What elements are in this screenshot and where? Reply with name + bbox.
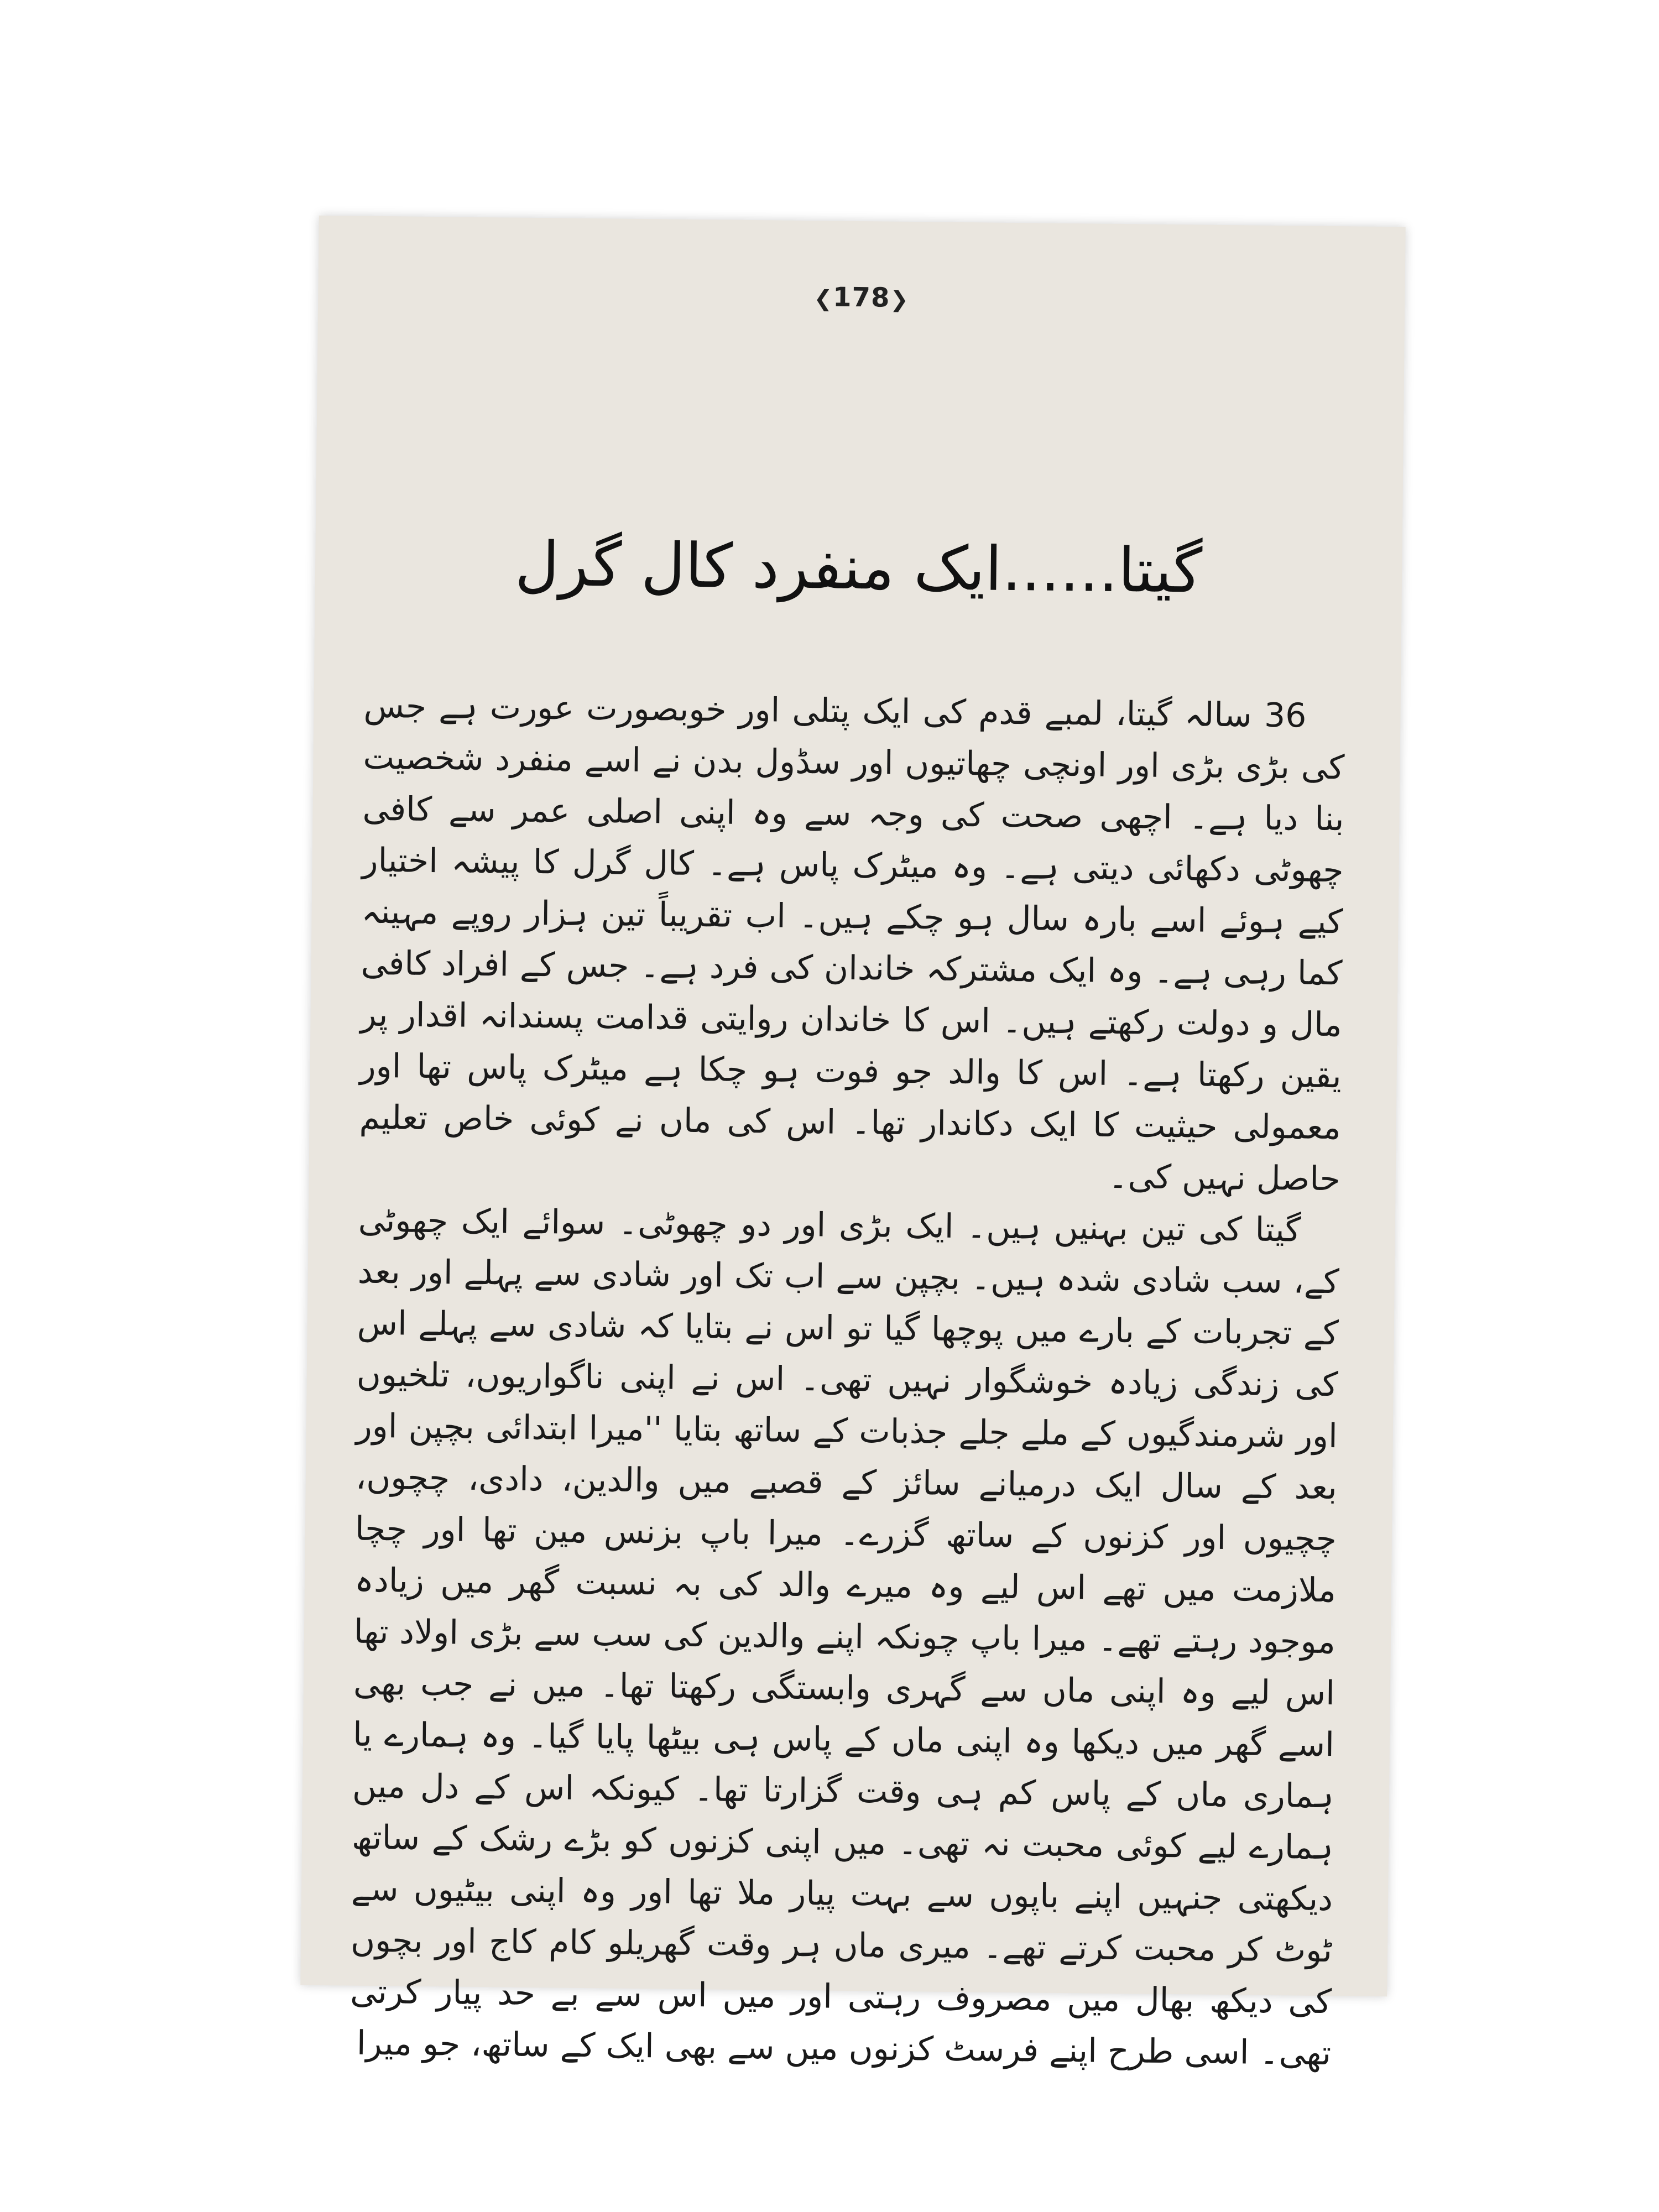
chapter-title: گیتا......ایک منفرد کال گرل xyxy=(514,528,1203,607)
book-page xyxy=(300,216,1405,2073)
paragraph-2: گیتا کی تین بہنیں ہیں۔ ایک بڑی اور دو چھوٹی۔ سوائے ایک چھوٹی کے، سب شادی شدہ ہیں۔ بچپن سے اب تک اور شادی سے پہلے اور بعد کے تجربات کے بارے میں پوچھا گیا تو اس نے بتایا کہ شادی سے پہلے اس کی زندگی زیادہ خوشگوار نہیں تھی۔ اس نے اپنی ناگواریوں، تلخیوں اور شرمندگیوں کے ملے جلے جذبات کے ساتھ بتایا ''میرا ابتدائی بچپن اور بعد کے سال ایک درمیانے سائز کے قصبے میں والدین، دادی، چچوں، چچیوں اور کزنوں کے ساتھ گزرے۔ میرا باپ بزنس مین تھا اور چچا ملازمت میں تھے اس لیے وہ میرے والد کی بہ نسبت گھر میں زیادہ موجود رہتے تھے۔ میرا باپ چونکہ اپنے والدین کی سب سے بڑی اولاد تھا اس لیے وہ اپنی ماں سے گہری وابستگی رکھتا تھا۔ میں نے جب بھی اسے گھر میں دیکھا وہ اپنی ماں کے پاس ہی بیٹھا پایا گیا۔ وہ ہمارے یا ہماری ماں کے پاس کم ہی وقت گزارتا تھا۔ کیونکہ اس کے دل میں ہمارے لیے کوئی محبت نہ تھی۔ میں اپنی کزنوں کو بڑے رشک کے ساتھ دیکھتی جنہیں اپنے باپوں سے بہت پیار ملا تھا اور وہ اپنی بیٹیوں سے ٹوٹ کر محبت کرتے تھے۔ میری ماں ہر وقت گھریلو کام کاج اور بچوں کی دیکھ بھال میں مصروف رہتی اور میں اس سے بے حد پیار کرتی تھی۔ اسی طرح اپنے فرسٹ کزنوں میں سے بھی ایک کے ساتھ، جو میرا xyxy=(349,1201,1340,2073)
body-text xyxy=(349,681,1345,2079)
page-number-header xyxy=(318,276,1405,319)
right-ornament-icon: ❯ xyxy=(890,286,910,312)
page-number: 178 xyxy=(832,281,890,314)
paragraph-1: 36 سالہ گیتا، لمبے قدم کی ایک پتلی اور خوبصورت عورت ہے جس کی بڑی بڑی اور اونچی چھاتیوں اور سڈول بدن نے اسے منفرد شخصیت بنا دیا ہے۔ اچھی صحت کی وجہ سے وہ اپنی اصلی عمر سے کافی چھوٹی دکھائی دیتی ہے۔ وہ میٹرک پاس ہے۔ کال گرل کا پیشہ اختیار کیے ہوئے اسے بارہ سال ہو چکے ہیں۔ اب تقریباً تین ہزار روپے مہینہ کما رہی ہے۔ وہ ایک مشترکہ خاندان کی فرد ہے۔ جس کے افراد کافی مال و دولت رکھتے ہیں۔ اس کا خاندان روایتی قدامت پسندانہ اقدار پر یقین رکھتا ہے۔ اس کا والد جو فوت ہو چکا ہے میٹرک پاس تھا اور معمولی حیثیت کا ایک دکاندار تھا۔ اس کی ماں نے کوئی خاص تعلیم حاصل نہیں کی۔ xyxy=(359,686,1345,1199)
left-ornament-icon: ❮ xyxy=(813,286,833,312)
